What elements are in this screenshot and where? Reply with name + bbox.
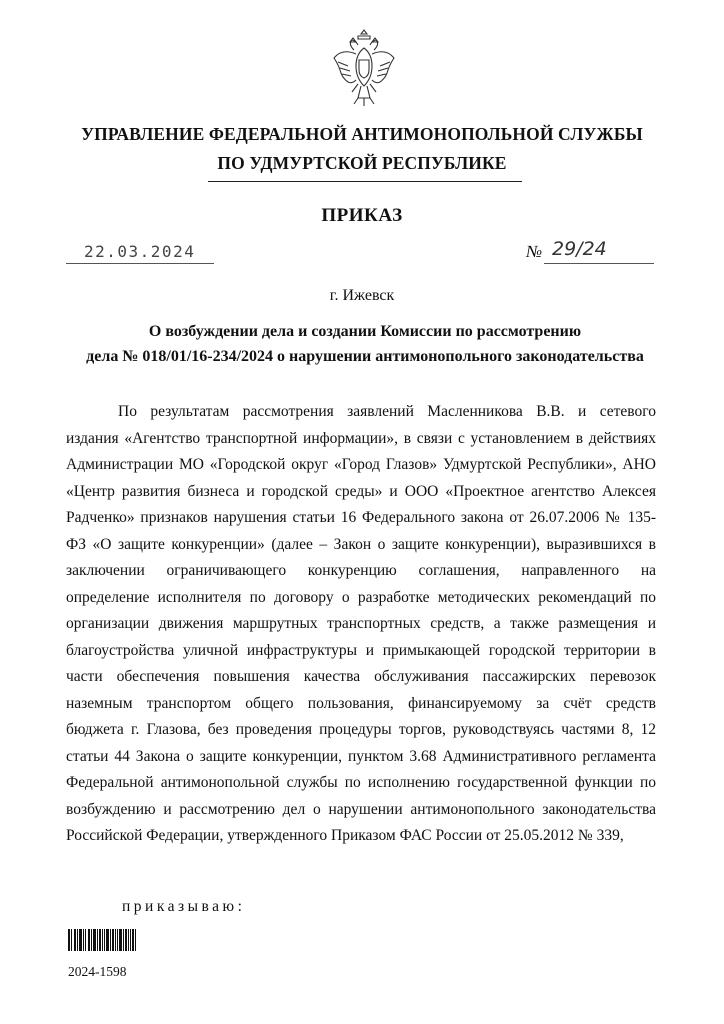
document-type-title: ПРИКАЗ xyxy=(321,205,403,226)
body-line: Российской Федерации, утвержденного Приказом ФАС России от 25.05.2012 № 339, xyxy=(66,827,624,844)
body-line: заключении ограничивающего конкуренцию соглашения, направленного на xyxy=(66,562,656,579)
body-line: издания «Агентство транспортной информации», в связи с установлением в действиях xyxy=(66,429,656,447)
document-date: 22.03.2024 xyxy=(84,242,196,261)
subject-line2: дела № 018/01/16-234/2024 о нарушении антимонопольного законодательства xyxy=(86,348,644,365)
body-line: «Центр развития бизнеса и городской среды» и ООО «Проектное агентство Алексея xyxy=(66,482,656,500)
date-underline xyxy=(66,263,214,264)
order-word: приказываю: xyxy=(122,898,246,915)
body-line: Федеральной антимонопольной службы по исполнению государственной функции по xyxy=(66,774,656,791)
body-line: статьи 44 Закона о защите конкуренции, пунктом 3.68 Административного регламента xyxy=(66,747,656,765)
barcode-icon xyxy=(68,929,136,951)
body-line: Администрации МО «Городской округ «Город Глазов» Удмуртской Республики», АНО xyxy=(66,456,656,473)
organization-name-line1: УПРАВЛЕНИЕ ФЕДЕРАЛЬНОЙ АНТИМОНОПОЛЬНОЙ СЛУЖБЫ xyxy=(81,124,643,144)
body-line: наземным транспортом общего пользования, финансируемому за счёт средств xyxy=(66,694,656,712)
state-emblem-icon xyxy=(328,28,400,110)
body-paragraph xyxy=(66,399,656,850)
body-line: бюджета г. Глазова, без проведения процедуры торгов, руководствуясь частями 8, 12 xyxy=(66,721,656,738)
document-number: 29/24 xyxy=(552,238,607,260)
body-line: части обеспечения повышения качества обслуживания пассажирских перевозок xyxy=(66,668,656,685)
city: г. Ижевск xyxy=(329,287,395,304)
body-line: По результатам рассмотрения заявлений Масленникова В.В. и сетевого xyxy=(118,403,656,420)
organization-name-line2: ПО УДМУРТСКОЙ РЕСПУБЛИКЕ xyxy=(217,153,507,173)
body-line: возбуждению и рассмотрению дел о нарушении антимонопольного законодательства xyxy=(66,800,656,818)
body-line: благоустройства уличной инфраструктуры и примыкающей городской территории в xyxy=(66,641,656,659)
registration-number: 2024-1598 xyxy=(68,964,127,979)
body-line: ФЗ «О защите конкуренции» (далее – Закон о защите конкуренции), выразившихся в xyxy=(66,535,656,553)
body-line: Радченко» признаков нарушения статьи 16 Федерального закона от 26.07.2006 № 135- xyxy=(66,509,656,526)
number-underline xyxy=(544,263,654,264)
organization-divider xyxy=(208,181,522,182)
subject-line1: О возбуждении дела и создании Комиссии по рассмотрению xyxy=(148,323,582,340)
body-line: организации движения маршрутных транспортных средств, а также размещения и xyxy=(66,615,656,632)
number-label: № xyxy=(526,242,543,261)
body-line: определение исполнителя по договору о разработке методических рекомендаций по xyxy=(66,588,656,606)
